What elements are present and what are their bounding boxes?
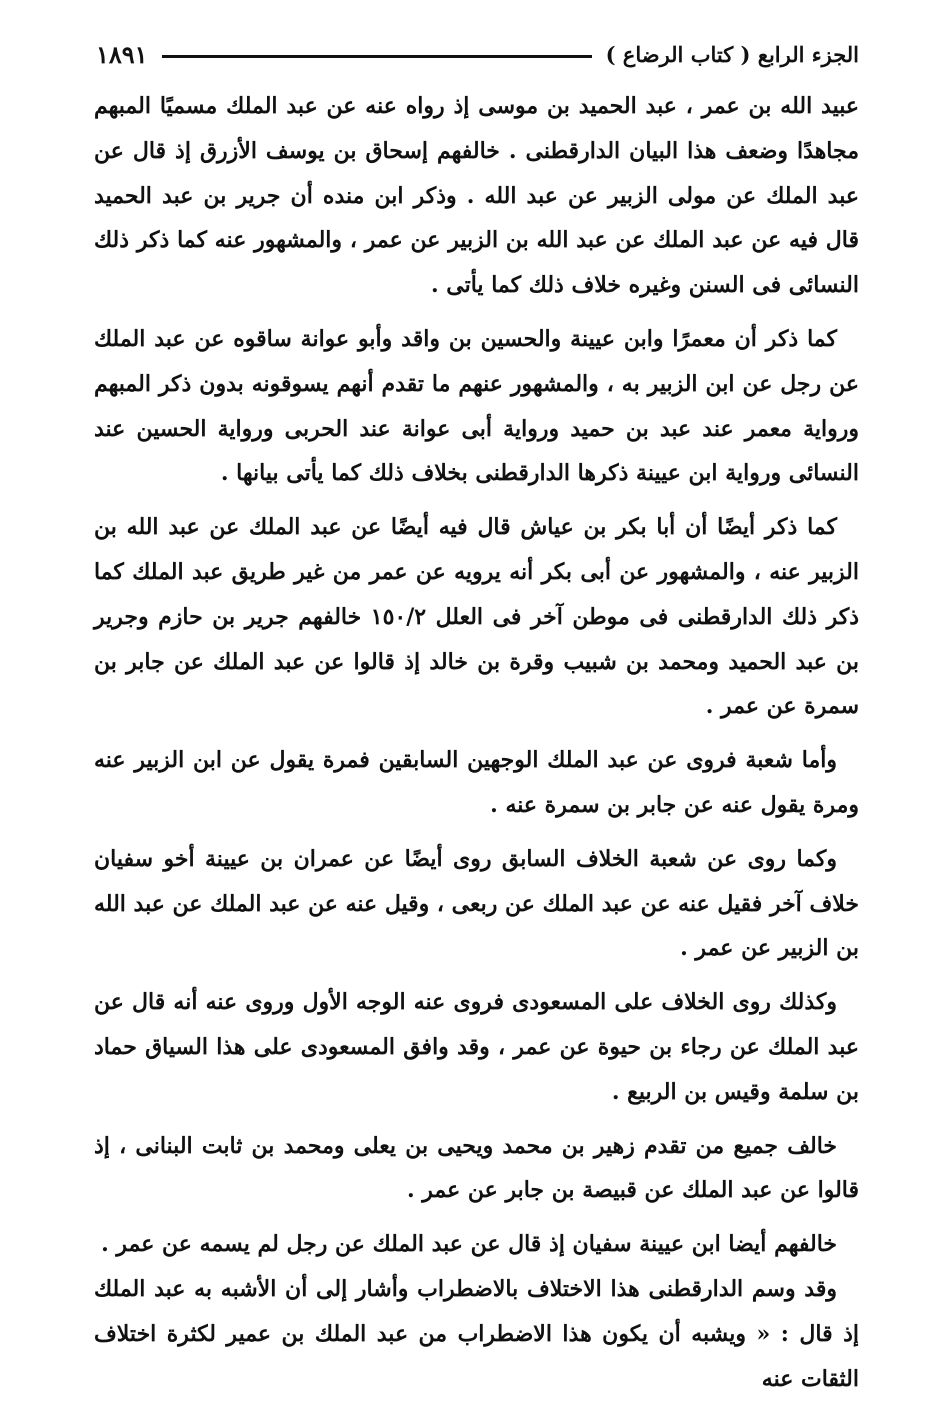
paragraph: خالفهم أيضا ابن عيينة سفيان إذ قال عن عبد الملك عن رجل لم يسمه عن عمر .: [101, 1231, 837, 1258]
paragraph: وكذلك روى الخلاف على المسعودى فروى عنه الوجه الأول وروى عنه أنه قال عن عبد الملك عن رجاء بن حيوة عن عمر ، وقد وافق المسعودى على هذا السياق حماد بن سلمة وقيس بن الربيع .: [94, 989, 859, 1105]
paragraph: وقد وسم الدارقطنى هذا الاختلاف بالاضطراب وأشار إلى أن الأشبه به عبد الملك إذ قال : « ويشبه أن يكون هذا الاضطراب من عبد الملك بن عمير لكثرة اختلاف الثقات عنه: [94, 1275, 859, 1392]
running-title: الجزء الرابع ( كتاب الرضاع ): [605, 41, 859, 67]
paragraph: وأما شعبة فروى عن عبد الملك الوجهين السابقين فمرة يقول عن ابن الزبير عنه ومرة يقول عنه عن جابر بن سمرة عنه .: [94, 747, 859, 818]
page-number: ١٨٩١: [96, 39, 148, 69]
paragraph: عبيد الله بن عمر ، عبد الحميد بن موسى إذ رواه عنه عن عبد الملك مسميًا المبهم مجاهدًا وضعف هذا البيان الدارقطنى . خالفهم إسحاق بن يوسف الأزرق إذ قال عن عبد الملك عن مولى الزبير عن عبد الله . وذكر ابن منده أن جرير بن عبد الحميد قال فيه عن عبد الملك عن عبد الله بن الزبير عن عمر ، والمشهور عنه كما ذكر ذلك النسائى فى السنن وغيره خلاف ذلك كما يأتى .: [94, 93, 859, 299]
paragraph: وكما روى عن شعبة الخلاف السابق روى أيضًا عن عمران بن عيينة أخو سفيان خلاف آخر فقيل عنه عن عبد الملك عن ربعى ، وقيل عنه عن عبد الملك عن عبد الله بن الزبير عن عمر .: [94, 845, 859, 962]
page-header: [96, 34, 859, 74]
paragraph: كما ذكر أن معمرًا وابن عيينة والحسين بن واقد وأبو عوانة ساقوه عن عبد الملك عن رجل عن ابن الزبير به ، والمشهور عنهم ما تقدم أنهم يسوقونه بدون ذكر المبهم ورواية معمر عند عبد بن حميد ورواية أبى عوانة عند الحربى ورواية الحسين عند النسائى ورواية ابن عيينة ذكرها الدارقطنى بخلاف ذلك كما يأتى بيانها .: [94, 325, 859, 487]
paragraph: خالف جميع من تقدم زهير بن محمد ويحيى بن يعلى ومحمد بن ثابت البنانى ، إذ قالوا عن عبد الملك عن قبيصة بن جابر عن عمر .: [94, 1132, 859, 1204]
header-rule: [162, 55, 592, 58]
paragraph: كما ذكر أيضًا أن أبا بكر بن عياش قال فيه أيضًا عن عبد الملك عن عبد الله بن الزبير عنه ، والمشهور عن أبى بكر أنه يرويه عن عمر من غير طريق عبد الملك كما ذكر ذلك الدارقطنى فى موطن آخر فى العلل ١٥٠/٢ خالفهم جرير بن حازم وجرير بن عبد الحميد ومحمد بن شبيب وقرة بن خالد إذ قالوا عن عبد الملك عن جابر بن سمرة عن عمر .: [94, 514, 859, 720]
page-body: [94, 84, 859, 1410]
